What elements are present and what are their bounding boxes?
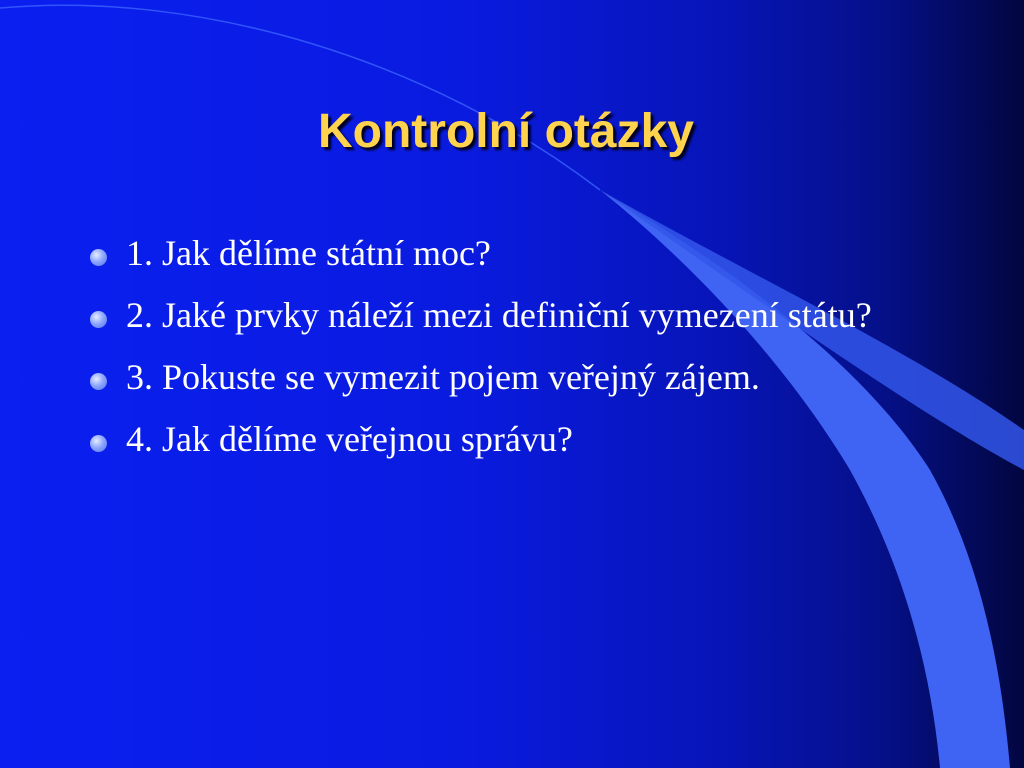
circle-bullet-icon <box>90 435 107 452</box>
bullet-item <box>90 230 950 276</box>
bullet-text: 1. Jak dělíme státní moc? <box>126 233 491 273</box>
bullet-list <box>90 230 950 478</box>
slide-title: Kontrolní otázky <box>317 105 694 158</box>
bullet-text: 3. Pokuste se vymezit pojem veřejný zájem. <box>126 357 760 397</box>
circle-bullet-icon <box>90 373 107 390</box>
circle-bullet-icon <box>90 311 107 328</box>
bullet-item <box>90 416 950 462</box>
bullet-text: 2. Jaké prvky náleží mezi definiční vymezení státu? <box>126 295 872 335</box>
bullet-item <box>90 354 950 400</box>
bullet-item <box>90 292 950 338</box>
bullet-text: 4. Jak dělíme veřejnou správu? <box>126 419 573 459</box>
circle-bullet-icon <box>90 249 107 266</box>
